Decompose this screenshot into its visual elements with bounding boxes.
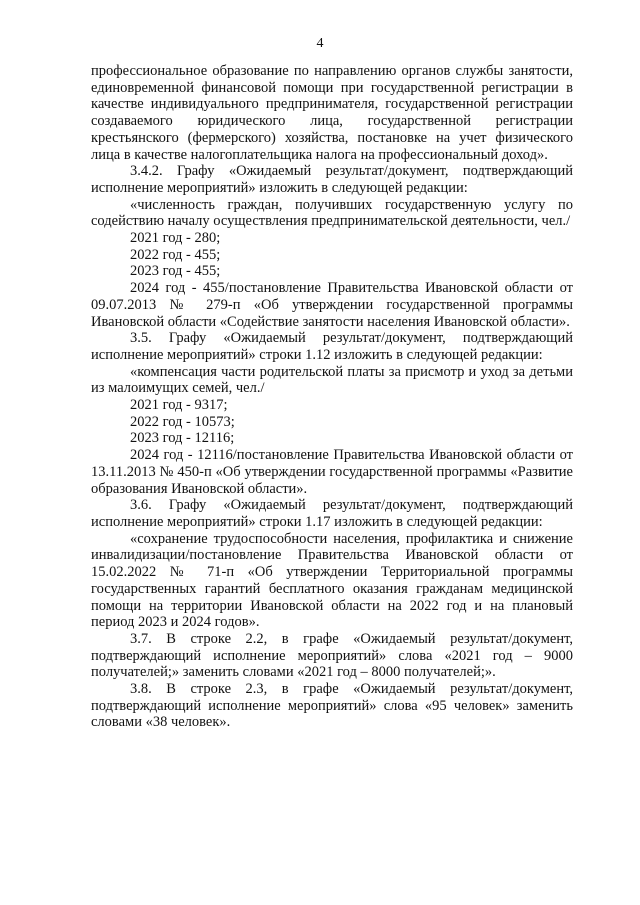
document-body: [91, 63, 573, 731]
list-item-2021: 2021 год - 280;: [130, 230, 221, 247]
paragraph-quote-compensation: «компенсация части родительской платы за присмотр и уход за детьми из малоимущих семей, чел./: [91, 363, 573, 397]
paragraph-quote-health: «сохранение трудоспособности населения, профилактика и снижение инвалидизации/постановление Правительства Ивановской области от 15.02.2022 № 71-п «Об утверждении Территориальной программы государственных гарантий бесплатного оказания гражданам медицинской помощи на территории Ивановской области на 2022 год и на плановый период 2023 и 2024 годов».: [91, 530, 573, 631]
list-item-2024: 2024 год - 12116/постановление Правительства Ивановской области от 13.11.2013 № 450-п «Об утверждении государственной программы «Развитие образования Ивановской области».: [91, 447, 573, 497]
paragraph-3-6: 3.6. Графу «Ожидаемый результат/документ, подтверждающий исполнение мероприятий» строки 1.17 изложить в следующей редакции:: [91, 497, 573, 530]
list-item-2022: 2022 год - 10573;: [130, 413, 235, 430]
paragraph-quote-entrepreneurship: «численность граждан, получивших государственную услугу по содействию началу осуществления предпринимательской деятельности, чел./: [91, 196, 573, 230]
list-item-2023: 2023 год - 12116;: [130, 430, 235, 447]
list-item-2024: 2024 год - 455/постановление Правительства Ивановской области от 09.07.2013 № 279-п «Об утверждении государственной программы Ивановской области «Содействие занятости населения Ивановской области».: [91, 280, 573, 330]
page-number: 4: [316, 36, 324, 51]
paragraph-3-8: 3.8. В строке 2.3, в графе «Ожидаемый результат/документ, подтверждающий исполнение мероприятий» слова «95 человек» заменить словами «38 человек».: [91, 681, 573, 731]
list-item-2022: 2022 год - 455;: [130, 246, 221, 263]
list-item-2021: 2021 год - 9317;: [130, 397, 228, 414]
list-item-2023: 2023 год - 455;: [130, 263, 221, 280]
paragraph-3-4-2: 3.4.2. Графу «Ожидаемый результат/документ, подтверждающий исполнение мероприятий» изложить в следующей редакции:: [91, 163, 573, 196]
paragraph-3-7: 3.7. В строке 2.2, в графе «Ожидаемый результат/документ, подтверждающий исполнение мероприятий» слова «2021 год – 9000 получателей;» заменить словами «2021 год – 8000 получателей;».: [91, 630, 573, 681]
paragraph-continuation: профессиональное образование по направлению органов службы занятости, единовременной финансовой помощи при государственной регистрации в качестве индивидуального предпринимателя, государственной регистрации создаваемого юридического лица, государственной регистрации крестьянского (фермерского) хозяйства, постановке на учет физического лица в качестве налогоплательщика налога на профессиональный доход».: [91, 63, 573, 163]
paragraph-3-5: 3.5. Графу «Ожидаемый результат/документ, подтверждающий исполнение мероприятий» строки 1.12 изложить в следующей редакции:: [91, 330, 573, 363]
